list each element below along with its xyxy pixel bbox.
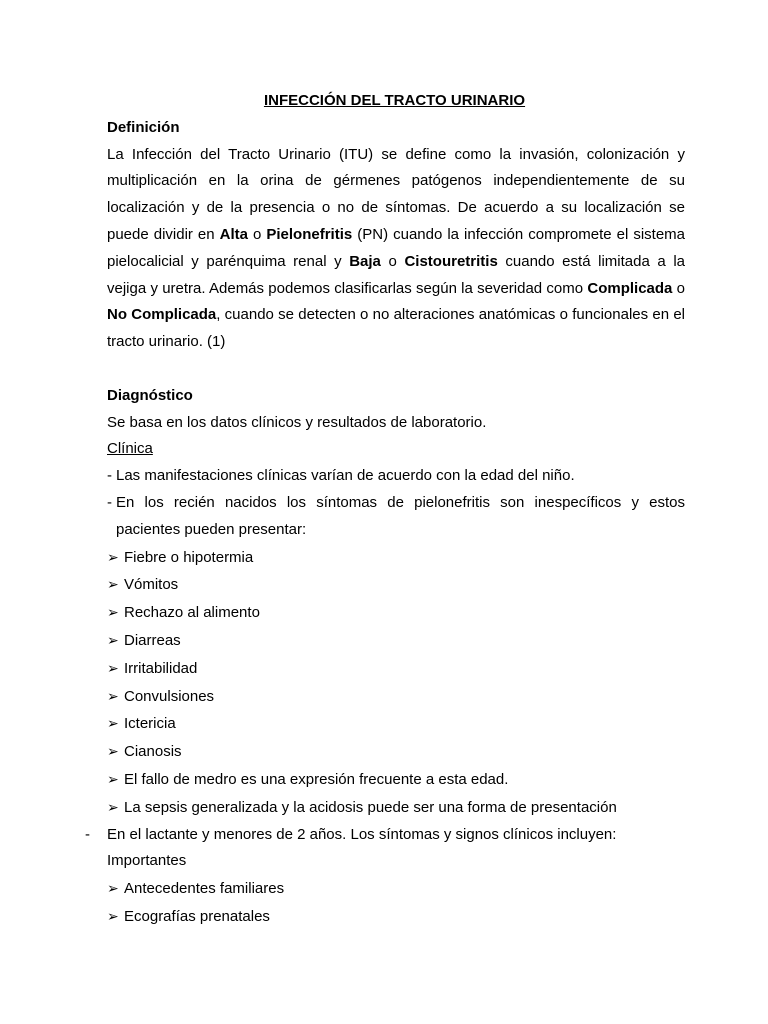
- arrow-bullet-icon: ➢: [107, 659, 119, 676]
- list-item-text: Irritabilidad: [124, 659, 198, 677]
- text-run: o: [247, 225, 267, 243]
- list-item: [107, 766, 685, 794]
- subheading-importantes: Importantes: [107, 852, 187, 870]
- dash-marker: -: [107, 467, 112, 485]
- dash-item-lactante: [85, 822, 685, 849]
- list-item: [107, 875, 685, 903]
- list-item: [107, 599, 685, 627]
- bold-term-complicada: Complicada: [587, 279, 673, 297]
- arrow-bullet-icon: ➢: [107, 715, 119, 732]
- subheading-clinica: Clínica: [107, 440, 153, 458]
- dash-item: [107, 463, 685, 490]
- bold-term-alta: Alta: [219, 225, 248, 243]
- text-run: o: [380, 252, 405, 270]
- arrow-bullet-icon: ➢: [107, 798, 119, 815]
- document-body: [85, 88, 686, 931]
- list-item: [107, 571, 685, 599]
- arrow-bullet-icon: ➢: [107, 907, 119, 924]
- text-run: (PN) cuando la infección compromete el sistema pielocalicial y parénquima renal y: [107, 225, 686, 270]
- bullet-list-recien-nacidos: [107, 544, 685, 822]
- arrow-bullet-icon: ➢: [107, 743, 119, 760]
- text-run: cuando está limitada a la vejiga y uretra. Además podemos clasificarlas según la severidad como: [107, 252, 685, 297]
- dash-marker: -: [85, 825, 90, 843]
- bold-term-no-complicada: No Complicada: [107, 306, 217, 324]
- dash-item-text: En el lactante y menores de 2 años. Los síntomas y signos clínicos incluyen:: [107, 825, 617, 843]
- section-heading-diagnostico: Diagnóstico: [107, 386, 193, 404]
- arrow-bullet-icon: ➢: [107, 548, 119, 565]
- arrow-bullet-icon: ➢: [107, 880, 119, 897]
- list-item-text: Ecografías prenatales: [124, 907, 270, 925]
- list-item-text: La sepsis generalizada y la acidosis puede ser una forma de presentación: [124, 798, 617, 816]
- arrow-bullet-icon: ➢: [107, 604, 119, 621]
- list-item-text: Antecedentes familiares: [124, 880, 285, 898]
- list-item-text: Vómitos: [124, 576, 179, 594]
- list-item: [107, 627, 685, 655]
- diagnostico-intro: Se basa en los datos clínicos y resultados de laboratorio.: [107, 413, 487, 431]
- text-run: o: [672, 279, 685, 297]
- dash-marker: -: [107, 493, 112, 511]
- dash-item: [107, 490, 685, 544]
- list-item-text: Diarreas: [124, 631, 181, 649]
- bold-term-pielonefritis: Pielonefritis: [266, 225, 353, 243]
- arrow-bullet-icon: ➢: [107, 631, 119, 648]
- list-item: [107, 794, 685, 822]
- blank-line: [107, 356, 685, 383]
- list-item-text: Cianosis: [124, 743, 182, 761]
- list-item-text: Fiebre o hipotermia: [124, 548, 254, 566]
- list-item-text: Ictericia: [124, 715, 176, 733]
- text-run: La Infección del Tracto Urinario (ITU) se define como la invasión, colonización y multiplicación en la orina de gérmenes patógenos independientemente de su localización y de la presencia o no de síntomas. De acuerdo a su localización se puede dividir en: [107, 145, 685, 243]
- list-item: [107, 544, 685, 572]
- list-item-text: Rechazo al alimento: [124, 604, 260, 622]
- list-item: [107, 738, 685, 766]
- list-item: [107, 655, 685, 683]
- list-item: [107, 683, 685, 711]
- dash-item-text: Las manifestaciones clínicas varían de acuerdo con la edad del niño.: [116, 467, 575, 485]
- list-item: [107, 710, 685, 738]
- dash-item-text: En los recién nacidos los síntomas de pielonefritis son inespecíficos y estos pacientes pueden presentar:: [116, 493, 685, 538]
- bold-term-cistouretritis: Cistouretritis: [404, 252, 498, 270]
- list-item-text: El fallo de medro es una expresión frecuente a esta edad.: [124, 770, 509, 788]
- list-item: [107, 903, 685, 931]
- arrow-bullet-icon: ➢: [107, 576, 119, 593]
- bullet-list-importantes: [107, 875, 685, 931]
- document-title: INFECCIÓN DEL TRACTO URINARIO: [263, 92, 526, 109]
- arrow-bullet-icon: ➢: [107, 687, 119, 704]
- text-run: , cuando se detecten o no alteraciones anatómicas o funcionales en el tracto urinario. (1): [107, 306, 685, 351]
- arrow-bullet-icon: ➢: [107, 770, 119, 787]
- bold-term-baja: Baja: [349, 252, 381, 270]
- list-item-text: Convulsiones: [124, 687, 215, 705]
- definicion-paragraph: [107, 142, 685, 356]
- section-heading-definicion: Definición: [107, 118, 180, 136]
